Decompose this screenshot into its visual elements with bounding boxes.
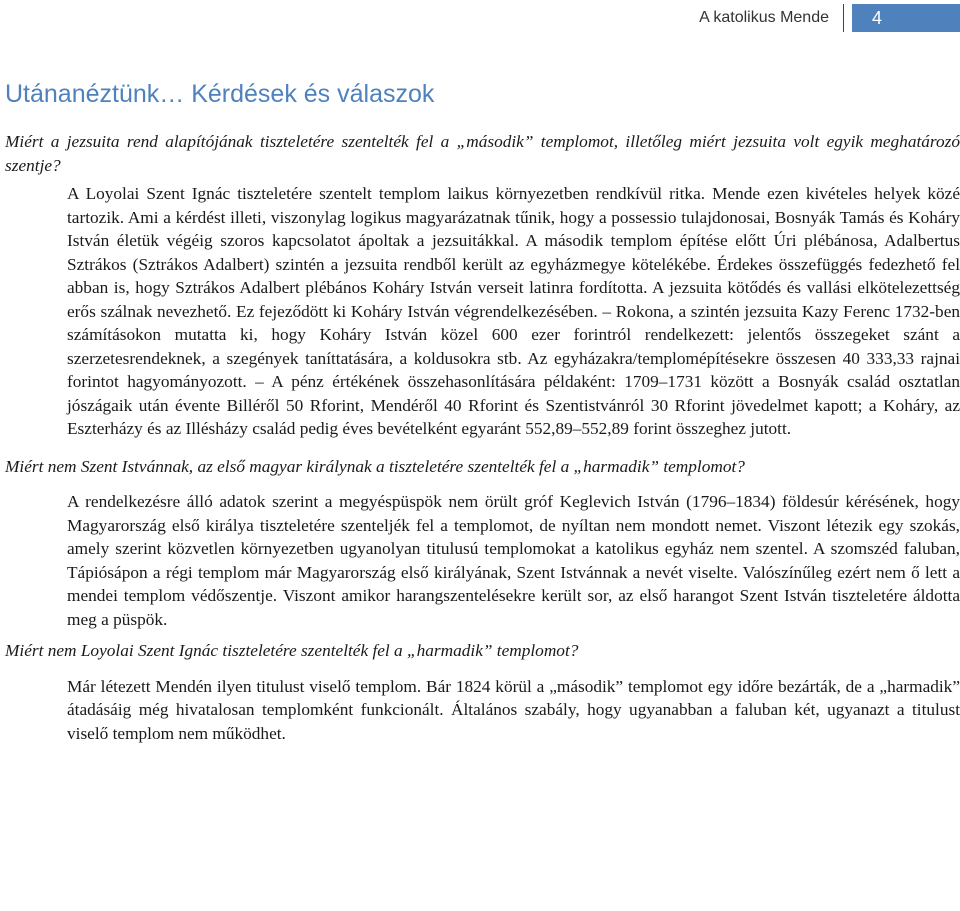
answer-3: Már létezett Mendén ilyen titulust viselő templom. Bár 1824 körül a „második” templomot egy időre bezárták, de a „harmadik” átadásáig még hivatalosan templomként funkcionált. Általános szabály, hogy ugyanabban a faluban két, ugyanazt a titulust viselő templom nem működhet. [67,676,960,743]
page-header [699,4,960,32]
question-2: Miért nem Szent Istvánnak, az első magyar királynak a tiszteletére szentelték fel a „harmadik” templomot? [5,456,745,476]
question-3: Miért nem Loyolai Szent Ignác tiszteletére szentelték fel a „harmadik” templomot? [5,641,579,660]
section-heading: Utánanéztünk… Kérdések és válaszok [5,80,435,108]
question-1: Miért a jezsuita rend alapítójának tiszteletére szentelték fel a „második” templomot, illetőleg miért jezsuita volt egyik meghatározó szentje? [5,132,960,175]
answer-2: A rendelkezésre álló adatok szerint a megyéspüspök nem örült gróf Keglevich István (1796–1834) földesúr kérésének, hogy Magyarország első királya tiszteletére szenteljék fel a templomot, de nyíltan nem mondott nemet. Viszont létezik egy szokás, amely szerint közvetlen környezetben ugyanolyan titulusú templomokat a katolikus egyház nem szentel. A szomszéd faluban, Tápiósápon a régi templom már Magyarország első királyának, Szent Istvánnak a nevét viselte. Valószínűleg ezért nem ő lett a mendei templom védőszentje. Viszont amikor harangszentelésekre került sor, az első harangot Szent István tiszteletére áldotta meg a püspök. [67,492,960,629]
article-body [5,130,960,751]
answer-1: A Loyolai Szent Ignác tiszteletére szentelt templom laikus környezetben rendkívül ritka. Mende ezen kivételes helyek közé tartozik. Ami a kérdést illeti, viszonylag logikus magyarázatnak tűnik, hogy a possessio tulajdonosai, Bosnyák Tamás és Koháry István életük végéig szoros kapcsolatot ápoltak a jezsuitákkal. A második templom építése előtt Úri plébánosa, Adalbertus Sztrákos (Sztrákos Adalbert) szintén a jezsuita rendből került az egyházmegye kötelékébe. Érdekes összefüggés fedezhető fel abban is, hogy Sztrákos Adalbert plébános Koháry István verseit latinra fordította. A jezsuita kötődés és vallási elkötelezettség erős szálnak nevezhető. Ez fejeződött ki Koháry István végrendelkezésében. – Rokona, a szintén jezsuita Kazy Ferenc 1732-ben számításokon mutatta ki, hogy Koháry István közel 600 ezer forintról rendelkezett: jelentős összegeket szánt a szerzetesrendeknek, a szegények taníttatására, a koldusokra stb. Az egyházakra/templomépítésekre összesen 40 333,33 rajnai forintot hagyományozott. – A pénz értékének összehasonlítására példaként: 1709–1731 között a Bosnyák család osztatlan jószágaik után évente Billéről 50 Rforint, Mendéről 40 Rforint és Szentistvánról 30 Rforint jövedelmet kapott; a Koháry, az Eszterházy és az Illésházy család pedig éves bevételként egyaránt 552,89–552,89 forint összeghez jutott. [67,184,960,438]
running-header-title: A katolikus Mende [699,4,844,32]
page-number: 4 [852,4,960,32]
